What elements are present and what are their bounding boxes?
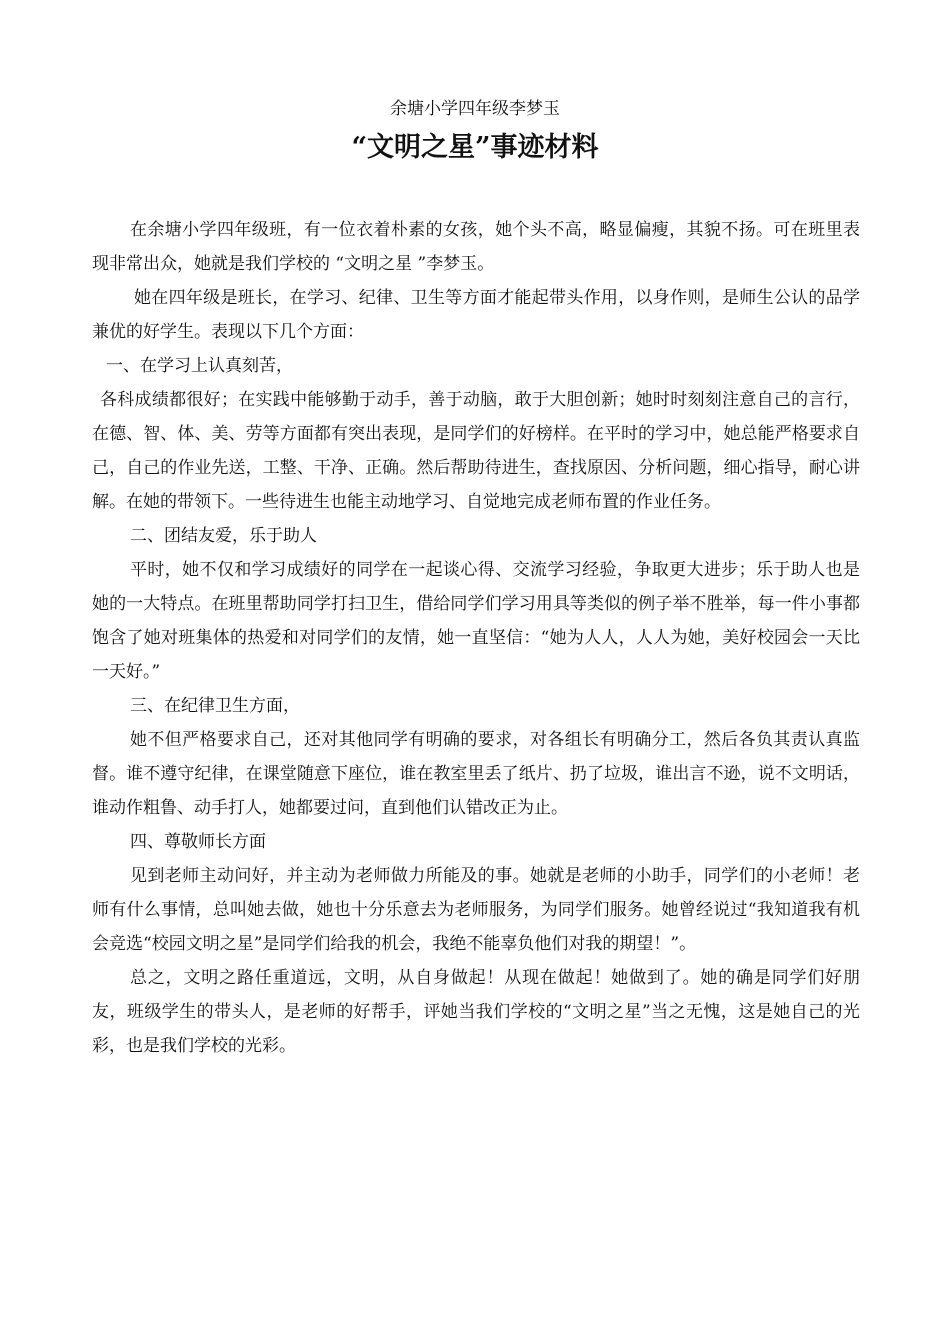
section-heading-helping: 二、团结友爱，乐于助人: [130, 526, 317, 546]
paragraph-conclusion: 总之，文明之路任重道远，文明，从自身做起！从现在做起！她做到了。她的确是同学们好朋友，班级学生的带头人，是老师的好帮手，评她当我们学校的“文明之星”当之无愧，这是她自己的光彩，也是我们学校的光彩。: [92, 968, 860, 1056]
document-title: “文明之星”事迹材料: [351, 132, 599, 163]
document-subtitle: 余塘小学四年级李梦玉: [390, 99, 560, 119]
section-heading-discipline: 三、在纪律卫生方面，: [130, 696, 300, 716]
paragraph-helping: 平时，她不仅和学习成绩好的同学在一起谈心得、交流学习经验，争取更大进步；乐于助人也是她的一大特点。在班里帮助同学打扫卫生，借给同学们学习用具等类似的例子举不胜举，每一件小事都饱含了她对班集体的热爱和对同学们的友情，她一直坚信：“她为人人，人人为她，美好校园会一天比一天好。”: [92, 560, 860, 682]
paragraph-study: 各科成绩都很好；在实践中能够勤于动手，善于动脑，敢于大胆创新；她时时刻刻注意自己的言行，在德、智、体、美、劳等方面都有突出表现，是同学们的好榜样。在平时的学习中，她总能严格要求自己，自己的作业先送，工整、干净、正确。然后帮助待进生，查找原因、分析问题，细心指导，耐心讲解。在她的带领下。一些待进生也能主动地学习、自觉地完成老师布置的作业任务。: [92, 390, 860, 512]
section-heading-respect: 四、尊敬师长方面: [130, 832, 266, 852]
paragraph-overview: 她在四年级是班长，在学习、纪律、卫生等方面才能起带头作用，以身作则，是师生公认的品学兼优的好学生。表现以下几个方面：: [92, 288, 860, 342]
paragraph-discipline: 她不但严格要求自己，还对其他同学有明确的要求，对各组长有明确分工，然后各负其责认真监督。谁不遵守纪律，在课堂随意下座位，谁在教室里丢了纸片、扔了垃圾，谁出言不逊，说不文明话，谁动作粗鲁、动手打人，她都要过问，直到他们认错改正为止。: [92, 730, 860, 818]
section-heading-study: 一、在学习上认真刻苦，: [106, 356, 293, 376]
paragraph-respect: 见到老师主动问好，并主动为老师做力所能及的事。她就是老师的小助手，同学们的小老师！老师有什么事情，总叫她去做，她也十分乐意去为老师服务，为同学们服务。她曾经说过“我知道我有机会竞选“校园文明之星”是同学们给我的机会，我绝不能辜负他们对我的期望！”。: [92, 866, 860, 954]
paragraph-intro: 在余塘小学四年级班，有一位衣着朴素的女孩，她个头不高，略显偏瘦，其貌不扬。可在班里表现非常出众，她就是我们学校的 “文明之星 ”李梦玉。: [92, 220, 860, 274]
document-body: [92, 213, 860, 1063]
